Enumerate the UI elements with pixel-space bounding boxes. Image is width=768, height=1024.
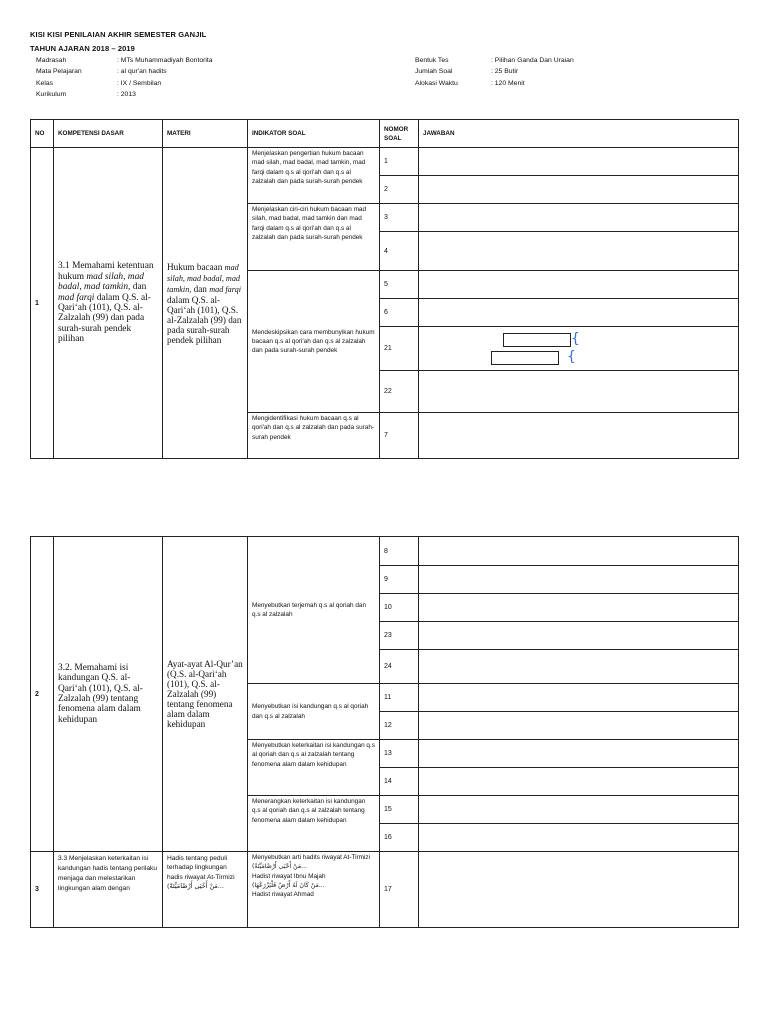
materi-text: Hadis tentang peduli terhadap lingkungan hadis riwayat At-Tirmizi — [167, 855, 235, 881]
jawaban-cell — [419, 176, 739, 204]
meta-label: Jumlah Soal — [415, 68, 453, 75]
nomor-soal: 12 — [380, 712, 419, 740]
indikator-soal — [248, 852, 380, 928]
header-no: NO — [31, 120, 54, 148]
bracket-icon: { — [571, 331, 580, 347]
header-materi: MATERI — [163, 120, 248, 148]
document-title: KISI KISI PENILAIAN AKHIR SEMESTER GANJIL — [30, 30, 207, 39]
bracket-icon: { — [567, 349, 576, 365]
jawaban-cell — [419, 232, 739, 271]
header-jawaban: JAWABAN — [419, 120, 739, 148]
nomor-soal: 23 — [380, 622, 419, 650]
indikator-soal: Mendeskipsikan cara membunyikan hukum bacaan q.s al qori'ah dan q.s al zalzalah dan pada surah-surah pendek — [248, 271, 380, 413]
meta-value: : Pilihan Ganda Dan Uraian — [491, 57, 574, 64]
header-indikator: INDIKATOR SOAL — [248, 120, 380, 148]
materi — [163, 148, 248, 459]
jawaban-cell — [419, 650, 739, 684]
grid-table-2 — [30, 536, 739, 928]
jawaban-cell — [419, 852, 739, 928]
answer-box[interactable] — [503, 333, 571, 347]
nomor-soal: 10 — [380, 594, 419, 622]
nomor-soal: 6 — [380, 299, 419, 327]
indikator-text: Hadist riwayat Ibnu Majah — [252, 872, 326, 880]
meta-value: : MTs Muhammadiyah Bontorita — [117, 57, 213, 64]
jawaban-cell — [419, 740, 739, 768]
meta-value: : 25 Butir — [491, 68, 519, 75]
indikator-soal: Menjelaskan pengertian hukum bacaan mad silah, mad badal, mad tamkin, mad farqi dalam q.s al qori'ah dan q.s al zalzalah dan pada surah-surah pendek — [248, 148, 380, 204]
jawaban-cell — [419, 796, 739, 824]
meta-value: : al qur'an hadits — [117, 68, 167, 75]
header-nomor-line1: NOMOR — [384, 125, 409, 133]
indikator-soal: Menjelaskan ciri-ciri hukum bacaan mad silah, mad badal, mad tamkin dan mad farqi dalam q.s al qori'ah dan q.s al zalzalah dan pada surah-surah pendek — [248, 204, 380, 271]
jawaban-cell — [419, 594, 739, 622]
jawaban-cell — [419, 768, 739, 796]
kd-text: 3.1 Memahami ketentuan hukum — [58, 261, 154, 282]
indikator-soal: Menyebutkan isi kandungan q.s al qoriah dan q.s al zalzalah — [248, 684, 380, 740]
row-no: 3 — [31, 852, 54, 928]
indikator-arabic: (مَنْ كَانَ لَهُ أَرْضٌ فَلْيَزْرَعْهَا... — [252, 881, 325, 889]
materi-arabic: (مَنْ أَحْيَى أَرْضًامَيِّتَةً... — [167, 882, 224, 891]
nomor-soal: 3 — [380, 204, 419, 232]
materi-text: dalam Q.S. al-Qari‘ah (101), Q.S. al-Zalzalah (99) dan pada surah-surah pendek pilihan — [167, 294, 242, 345]
materi: Ayat-ayat Al-Qur’an (Q.S. al-Qari‘ah (101), Q.S. al-Zalzalah (99) tentang fenomena alam dalam kehidupan — [163, 537, 248, 852]
nomor-soal: 17 — [380, 852, 419, 928]
jawaban-cell — [419, 537, 739, 566]
nomor-soal: 8 — [380, 537, 419, 566]
kompetensi-dasar: 3.3 Menjelaskan keterkaitan isi kandungan hadis tentang perilaku menjaga dan melestarikan lingkungan alam dengan — [54, 852, 163, 928]
meta-label: Madrasah — [36, 57, 67, 64]
jawaban-cell — [419, 327, 739, 371]
materi-text: dan — [191, 283, 210, 294]
jawaban-cell — [419, 204, 739, 232]
meta-label: Mata Pelajaran — [36, 68, 82, 75]
indikator-soal: Menerangkan keterkaitan isi kandungan q.s al qoriah dan q.s al zalzalah tentang fenomena alam dalam kehidupan — [248, 796, 380, 852]
meta-value: : 2013 — [117, 91, 136, 98]
nomor-soal: 24 — [380, 650, 419, 684]
indikator-text: Hadist riwayat Ahmad — [252, 891, 314, 899]
materi-italic: mad silah, mad badal, mad tamkin, — [167, 262, 241, 294]
indikator-soal: Menyebutkan keterkaitan isi kandungan q.s al qoriah dan q.s al zalzalah tentang fenomena alam dalam kehidupan — [248, 740, 380, 796]
header-kompetensi: KOMPETENSI DASAR — [54, 120, 163, 148]
nomor-soal: 13 — [380, 740, 419, 768]
indikator-text: Menyebutkan arti hadits riwayat At-Tirmizi — [252, 854, 371, 861]
answer-box[interactable] — [491, 351, 559, 365]
meta-label: Alokasi Waktu — [415, 80, 458, 87]
row-no: 2 — [31, 537, 54, 852]
jawaban-cell — [419, 148, 739, 176]
nomor-soal: 5 — [380, 271, 419, 299]
row-no: 1 — [31, 148, 54, 459]
jawaban-cell — [419, 824, 739, 852]
nomor-soal: 16 — [380, 824, 419, 852]
jawaban-cell — [419, 566, 739, 594]
nomor-soal: 2 — [380, 176, 419, 204]
indikator-soal: Mengidentifikasi hukum bacaan q.s al qori'ah dan q.s al zalzalah dan pada surah-surah pendek — [248, 413, 380, 459]
meta-value: : IX / Sembilan — [117, 80, 162, 87]
meta-label: Bentuk Tes — [415, 57, 449, 64]
nomor-soal: 4 — [380, 232, 419, 271]
kompetensi-dasar — [54, 148, 163, 459]
indikator-arabic: (مَنْ أَحْيَى أَرْضًامَيِّتَةً... — [252, 863, 308, 871]
nomor-soal: 14 — [380, 768, 419, 796]
kd-text: dalam Q.S. al-Qari‘ah (101), Q.S. al-Zalzalah (99) dan pada surah-surah pendek pilihan — [58, 292, 151, 345]
jawaban-cell — [419, 712, 739, 740]
kd-italic: mad silah, mad badal, mad tamkin, — [58, 271, 144, 293]
meta-label: Kelas — [36, 80, 54, 87]
header-nomor-soal — [380, 120, 419, 148]
jawaban-cell — [419, 271, 739, 299]
materi — [163, 852, 248, 928]
nomor-soal: 22 — [380, 371, 419, 413]
jawaban-cell — [419, 622, 739, 650]
nomor-soal: 7 — [380, 413, 419, 459]
nomor-soal: 9 — [380, 566, 419, 594]
materi-italic: mad farqi — [209, 284, 241, 294]
academic-year: TAHUN AJARAN 2018 – 2019 — [30, 44, 135, 53]
jawaban-cell — [419, 684, 739, 712]
meta-label: Kurikulum — [36, 91, 67, 98]
nomor-soal: 21 — [380, 327, 419, 371]
grid-table-1 — [30, 119, 739, 459]
indikator-soal: Menyebutkan terjemah q.s al qoriah dan q.s al zalzalah — [248, 537, 380, 684]
nomor-soal: 15 — [380, 796, 419, 824]
jawaban-cell — [419, 371, 739, 413]
header-nomor-line2: SOAL — [384, 134, 402, 142]
jawaban-cell — [419, 413, 739, 459]
materi-text: Hukum bacaan — [167, 261, 225, 272]
nomor-soal: 1 — [380, 148, 419, 176]
kd-italic: mad farqi — [58, 292, 95, 303]
nomor-soal: 11 — [380, 684, 419, 712]
jawaban-cell — [419, 299, 739, 327]
meta-value: : 120 Menit — [491, 80, 525, 87]
kd-text: dan — [130, 282, 147, 293]
kompetensi-dasar: 3.2. Memahami isi kandungan Q.S. al-Qari‘ah (101), Q.S. al-Zalzalah (99) tentang fenomena alam dalam kehidupan — [54, 537, 163, 852]
